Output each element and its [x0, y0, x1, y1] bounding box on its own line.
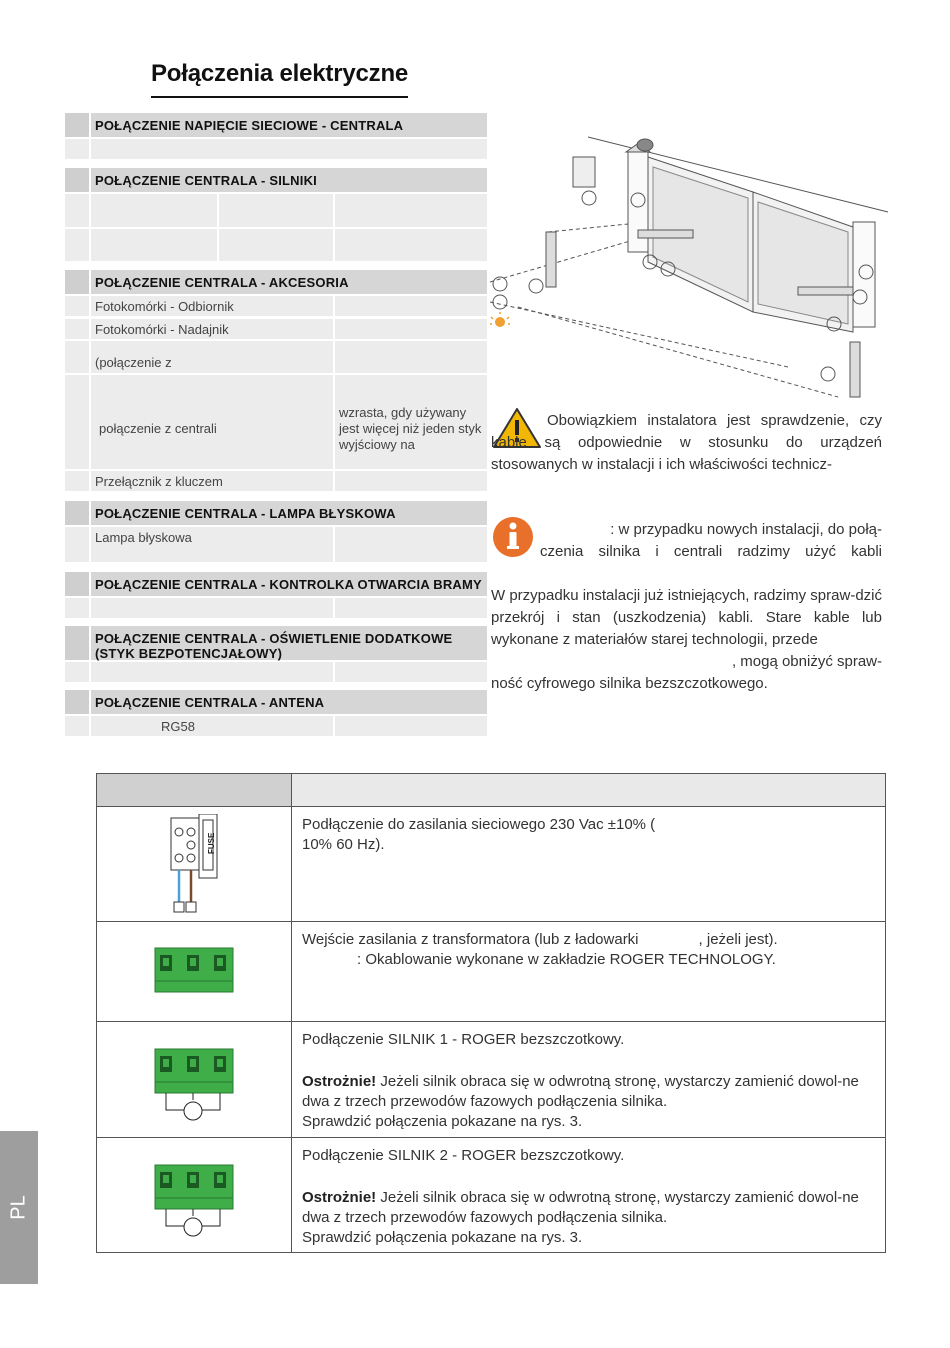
- grid-text: Podłączenie do zasilania sieciowego 230 Vac ±10% (: [302, 816, 656, 833]
- svg-text:FUSE: FUSE: [207, 832, 216, 854]
- grid-text: , jeżeli jest).: [698, 931, 778, 948]
- grid-text: Wejście zasilania z transformatora (lub z ładowarki: [302, 931, 639, 948]
- table-row: [65, 598, 489, 618]
- terminal-block-icon: [154, 947, 234, 995]
- caution-label: Ostrożnie!: [302, 1073, 377, 1090]
- caution-label: Ostrożnie!: [302, 1189, 377, 1206]
- table-row: [65, 139, 489, 159]
- grid-row-motor-1: [96, 1021, 886, 1138]
- table-row: RG58: [65, 716, 489, 736]
- grid-row-transformer: [96, 921, 886, 1022]
- warning-text: Obowiązkiem instalatora jest sprawdzenie, czy kable są odpowiednie w stosunku do urządzeń stosowanych w instalacji i ich właściwości technicz-: [491, 412, 882, 473]
- page-title: Połączenia elektryczne: [151, 60, 408, 98]
- language-tab: [0, 1131, 38, 1284]
- info-line-2: czenia silnika i centrali radzimy użyć kabli: [540, 543, 882, 560]
- grid-header-row: [96, 773, 886, 807]
- fuse-terminal-icon: [169, 814, 221, 914]
- grid-text: Jeżeli silnik obraca się w odwrotną stronę, wystarczy zamienić dowol-ne dwa z trzech przewodów fazowych podłączenia silnika.: [302, 1073, 859, 1110]
- table-row: [65, 194, 489, 227]
- grid-text: Podłączenie SILNIK 2 - ROGER bezszczotkowy.: [302, 1147, 625, 1164]
- grid-text: Jeżeli silnik obraca się w odwrotną stronę, wystarczy zamienić dowol-ne dwa z trzech przewodów fazowych podłączenia silnika.: [302, 1189, 859, 1226]
- grid-text: Sprawdzić połączenia pokazane na rys. 3.: [302, 1229, 583, 1246]
- grid-text: 10% 60 Hz).: [302, 836, 385, 853]
- table-row: [65, 662, 489, 682]
- table-row: połączenie z centrali wzrasta, gdy używany jest więcej niż jeden styk wyjściowy na: [65, 375, 489, 469]
- table-row: Fotokomórki - Nadajnik: [65, 319, 489, 339]
- table-row: Przełącznik z kluczem: [65, 471, 489, 491]
- section-header: POŁĄCZENIE NAPIĘCIE SIECIOWE - CENTRALA: [65, 113, 489, 137]
- motor-terminal-icon: [154, 1048, 234, 1124]
- table-row: [65, 229, 489, 261]
- gate-installation-diagram: [488, 112, 893, 402]
- section-header: POŁĄCZENIE CENTRALA - ANTENA: [65, 690, 489, 714]
- grid-text: Sprawdzić połączenia pokazane na rys. 3.: [302, 1113, 583, 1130]
- table-row: Lampa błyskowa: [65, 527, 489, 562]
- grid-text: Podłączenie SILNIK 1 - ROGER bezszczotkowy.: [302, 1031, 625, 1048]
- section-header: POŁĄCZENIE CENTRALA - KONTROLKA OTWARCIA BRAMY: [65, 572, 489, 596]
- paragraph-text: W przypadku instalacji już istniejących, radzimy spraw-dzić przekrój i stan (uszkodzenia) kabli. Stare kable lub wykonane z materiałów starej technologii, przede: [491, 587, 882, 648]
- info-line-1: : w przypadku nowych instalacji, do połą-: [610, 521, 882, 538]
- section-header: POŁĄCZENIE CENTRALA - AKCESORIA: [65, 270, 489, 294]
- grid-row-mains: [96, 806, 886, 922]
- section-header: POŁĄCZENIE CENTRALA - LAMPA BŁYSKOWA: [65, 501, 489, 525]
- section-header: POŁĄCZENIE CENTRALA - OŚWIETLENIE DODATKOWE (STYK BEZPOTENCJAŁOWY): [65, 626, 489, 660]
- lamp-icon: [490, 312, 510, 327]
- grid-row-motor-2: [96, 1137, 886, 1253]
- paragraph-text-3: ność cyfrowego silnika bezszczotkowego.: [491, 675, 768, 692]
- table-row: Fotokomórki - Odbiornik: [65, 296, 489, 316]
- table-row: (połączenie z: [65, 341, 489, 373]
- section-header: POŁĄCZENIE CENTRALA - SILNIKI: [65, 168, 489, 192]
- language-tab-label: PL: [7, 1195, 30, 1220]
- motor-terminal-icon: [154, 1164, 234, 1240]
- info-icon: [492, 516, 534, 558]
- grid-text: : Okablowanie wykonane w zakładzie ROGER TECHNOLOGY.: [357, 951, 776, 968]
- paragraph-text-2: , mogą obniżyć spraw-: [731, 653, 882, 670]
